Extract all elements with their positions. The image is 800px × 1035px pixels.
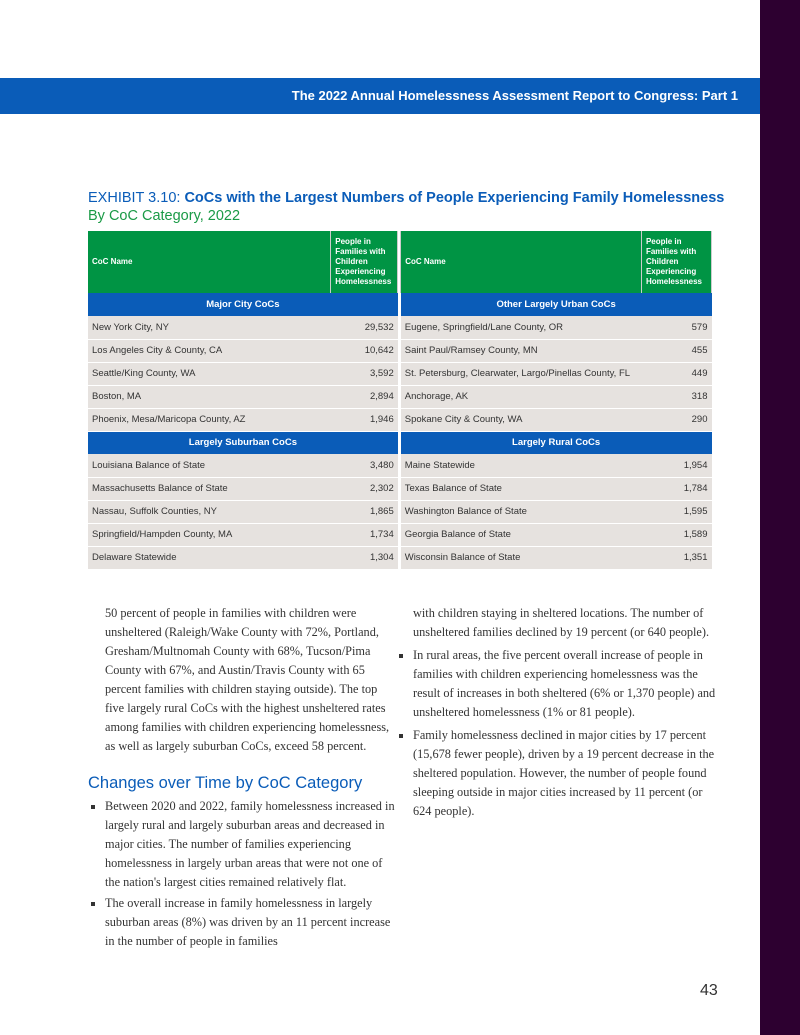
coc-name: Saint Paul/Ramsey County, MN	[401, 339, 642, 362]
coc-name: Springfield/Hampden County, MA	[88, 523, 331, 546]
coc-value: 449	[641, 362, 711, 385]
coc-name: Los Angeles City & County, CA	[88, 339, 331, 362]
exhibit-label: EXHIBIT 3.10:	[88, 190, 185, 206]
coc-name: Phoenix, Mesa/Maricopa County, AZ	[88, 408, 331, 431]
coc-table	[88, 231, 712, 570]
paragraph: 50 percent of people in families with children were unsheltered (Raleigh/Wake County with 72%, Portland, Gresham/Multnomah County with 68%, Tucson/Pima County with 67%, and Austin/Travis County with 65 percent families with children staying outside). The top five largely rural CoCs with the highest unsheltered rates among families with children experiencing homelessness, as well as largely suburban CoCs, exceed 58 percent.	[105, 606, 390, 753]
section-title: Largely Suburban CoCs	[88, 431, 398, 454]
coc-name: St. Petersburg, Clearwater, Largo/Pinellas County, FL	[401, 362, 642, 385]
section-title: Largely Rural CoCs	[401, 431, 712, 454]
bullet-item: Family homelessness declined in major cities by 17 percent (15,678 fewer people), driven by a 19 percent decrease in the sheltered population. However, the number of people found sleeping outside in major cities increased by 11 percent (or 624 people).	[413, 726, 718, 821]
coc-value: 2,302	[331, 477, 398, 500]
section-title: Other Largely Urban CoCs	[401, 293, 712, 316]
table-row	[88, 454, 712, 477]
coc-value: 1,734	[331, 523, 398, 546]
section-header-row	[88, 293, 712, 316]
bullet-item: Between 2020 and 2022, family homelessness increased in largely rural and largely suburban areas and decreased in major cities. The number of families experiencing homelessness in largely urban areas that were not one of the nation's largest cities remained relatively flat.	[105, 797, 395, 892]
coc-name: Delaware Statewide	[88, 546, 331, 569]
table-row	[88, 385, 712, 408]
coc-name: Spokane City & County, WA	[401, 408, 642, 431]
coc-value: 1,865	[331, 500, 398, 523]
section-title: Major City CoCs	[88, 293, 398, 316]
coc-value: 318	[641, 385, 711, 408]
col-header-value: People in Families with Children Experiencing Homelessness	[641, 231, 711, 293]
bullet-item: In rural areas, the five percent overall increase of people in families with children experiencing homelessness was the result of increases in both sheltered (6% or 1,370 people) and unsheltered homelessness (1% or 81 people).	[413, 646, 718, 722]
coc-name: Maine Statewide	[401, 454, 642, 477]
coc-name: Louisiana Balance of State	[88, 454, 331, 477]
report-header: The 2022 Annual Homelessness Assessment Report to Congress: Part 1	[0, 78, 760, 114]
coc-name: New York City, NY	[88, 316, 331, 339]
table-row	[88, 362, 712, 385]
right-column	[413, 604, 718, 823]
coc-value: 455	[641, 339, 711, 362]
coc-value: 1,304	[331, 546, 398, 569]
coc-value: 3,592	[331, 362, 398, 385]
coc-name: Washington Balance of State	[401, 500, 642, 523]
coc-name: Nassau, Suffolk Counties, NY	[88, 500, 331, 523]
coc-name: Seattle/King County, WA	[88, 362, 331, 385]
table-row	[88, 500, 712, 523]
section-heading: Changes over Time by CoC Category	[88, 774, 363, 792]
coc-value: 1,351	[641, 546, 711, 569]
coc-value: 2,894	[331, 385, 398, 408]
coc-name: Wisconsin Balance of State	[401, 546, 642, 569]
page-number: 43	[700, 982, 718, 999]
coc-value: 29,532	[331, 316, 398, 339]
col-header-value: People in Families with Children Experiencing Homelessness	[331, 231, 398, 293]
section-header-row	[88, 431, 712, 454]
coc-name: Massachusetts Balance of State	[88, 477, 331, 500]
coc-value: 579	[641, 316, 711, 339]
bullet-item: The overall increase in family homelessness in largely suburban areas (8%) was driven by an 11 percent increase in the number of people in families	[105, 894, 395, 951]
coc-name: Eugene, Springfield/Lane County, OR	[401, 316, 642, 339]
coc-value: 1,595	[641, 500, 711, 523]
coc-name: Texas Balance of State	[401, 477, 642, 500]
table-row	[88, 477, 712, 500]
col-header-name: CoC Name	[401, 231, 642, 293]
coc-value: 1,589	[641, 523, 711, 546]
exhibit-heading: CoCs with the Largest Numbers of People Experiencing Family Homelessness	[184, 190, 725, 206]
table-row	[88, 339, 712, 362]
col-header-name: CoC Name	[88, 231, 331, 293]
coc-name: Anchorage, AK	[401, 385, 642, 408]
coc-value: 1,954	[641, 454, 711, 477]
coc-value: 1,946	[331, 408, 398, 431]
paragraph: with children staying in sheltered locations. The number of unsheltered families declined by 19 percent (or 640 people).	[413, 606, 710, 639]
table-row	[88, 316, 712, 339]
left-column	[88, 604, 395, 953]
table-row	[88, 523, 712, 546]
side-strip	[760, 0, 800, 1035]
coc-value: 290	[641, 408, 711, 431]
table-row	[88, 546, 712, 569]
coc-value: 1,784	[641, 477, 711, 500]
coc-name: Boston, MA	[88, 385, 331, 408]
coc-value: 3,480	[331, 454, 398, 477]
exhibit-title	[88, 189, 728, 225]
coc-value: 10,642	[331, 339, 398, 362]
coc-name: Georgia Balance of State	[401, 523, 642, 546]
exhibit-subtitle: By CoC Category, 2022	[88, 208, 241, 224]
table-row	[88, 408, 712, 431]
